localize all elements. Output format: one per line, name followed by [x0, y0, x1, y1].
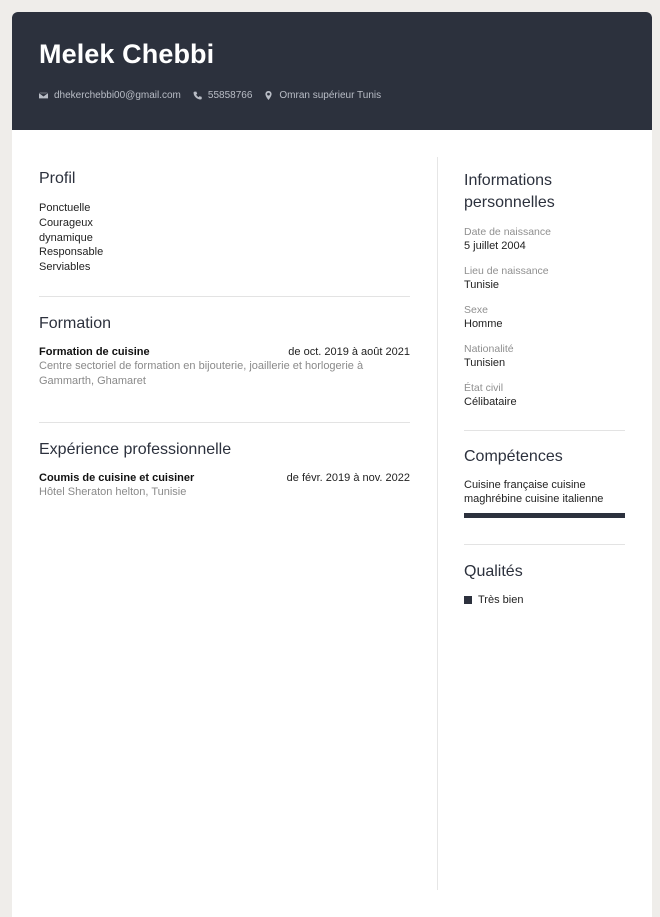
phone-text: 55858766 [207, 90, 253, 101]
entry-title: Formation de cuisine [39, 345, 150, 358]
experience-section [39, 441, 410, 500]
skill-item [464, 478, 625, 518]
entry-date: de févr. 2019 à nov. 2022 [286, 471, 410, 484]
education-entry [39, 346, 410, 389]
skills-title: Compétences [464, 448, 563, 465]
entry-place: Hôtel Sheraton helton, Tunisie [39, 485, 187, 498]
skill-text: Cuisine française cuisine maghrébine cuisine italienne [464, 479, 604, 505]
main-column [39, 130, 410, 500]
map-marker-icon [264, 91, 273, 100]
education-title: Formation [39, 314, 112, 332]
column-divider [437, 157, 438, 890]
info-item-birthplace [464, 265, 625, 291]
profile-item: Ponctuelle [39, 202, 91, 214]
profile-item: Serviables [39, 261, 91, 274]
personal-info-section [464, 170, 625, 408]
profile-list [39, 201, 410, 275]
entry-title: Coumis de cuisine et cuisiner [39, 471, 195, 484]
qualities-section [464, 563, 625, 606]
info-item-marital-status [464, 382, 625, 408]
contact-address [264, 90, 381, 101]
info-value: Tunisie [464, 279, 500, 291]
qualities-title: Qualités [464, 563, 523, 580]
entry-header [39, 346, 410, 358]
profile-section [39, 170, 410, 275]
quality-text: Très bien [478, 594, 524, 606]
email-text: dhekerchebbi00@gmail.com [54, 90, 181, 101]
info-value: 5 juillet 2004 [464, 240, 526, 252]
entry-date: de oct. 2019 à août 2021 [288, 345, 410, 358]
contact-email[interactable] [39, 90, 181, 101]
info-value: Tunisien [464, 357, 506, 369]
address-text: Omran supérieur Tunis [279, 90, 382, 101]
experience-title: Expérience professionnelle [39, 440, 232, 458]
info-item-nationality [464, 343, 625, 369]
profile-item: dynamique [39, 231, 93, 244]
personal-info-title: Informations personnelles [464, 172, 555, 211]
quality-item [464, 594, 625, 606]
section-divider [39, 422, 410, 423]
section-divider [39, 296, 410, 297]
skill-level-bar [464, 513, 625, 518]
contact-bar [39, 90, 393, 101]
info-item-birthdate [464, 226, 625, 252]
entry-institution: Centre sectoriel de formation en bijouterie, joaillerie et horlogerie à Gammarth, Ghamaret [39, 359, 364, 387]
profile-title: Profil [39, 170, 76, 187]
entry-header [39, 472, 410, 484]
resume-header [12, 12, 652, 130]
section-divider [464, 430, 625, 431]
info-label: Nationalité [464, 343, 514, 355]
profile-item: Courageux [39, 216, 93, 229]
resume-page [12, 12, 652, 917]
section-divider [464, 544, 625, 545]
skills-section [464, 448, 625, 518]
contact-phone[interactable] [193, 90, 253, 101]
candidate-name: Melek Chebbi [39, 39, 215, 69]
experience-entry [39, 472, 410, 500]
personal-info-list [464, 226, 625, 408]
info-value: Homme [464, 318, 503, 330]
envelope-icon [39, 91, 48, 100]
info-label: Sexe [464, 304, 488, 316]
info-label: Lieu de naissance [464, 265, 549, 277]
info-value: Célibataire [464, 396, 517, 408]
info-item-gender [464, 304, 625, 330]
profile-item: Responsable [39, 246, 104, 259]
education-section [39, 315, 410, 389]
square-bullet-icon [464, 596, 472, 604]
info-label: État civil [464, 382, 504, 394]
info-label: Date de naissance [464, 226, 551, 238]
sidebar-column [464, 130, 625, 606]
phone-icon [193, 91, 202, 100]
